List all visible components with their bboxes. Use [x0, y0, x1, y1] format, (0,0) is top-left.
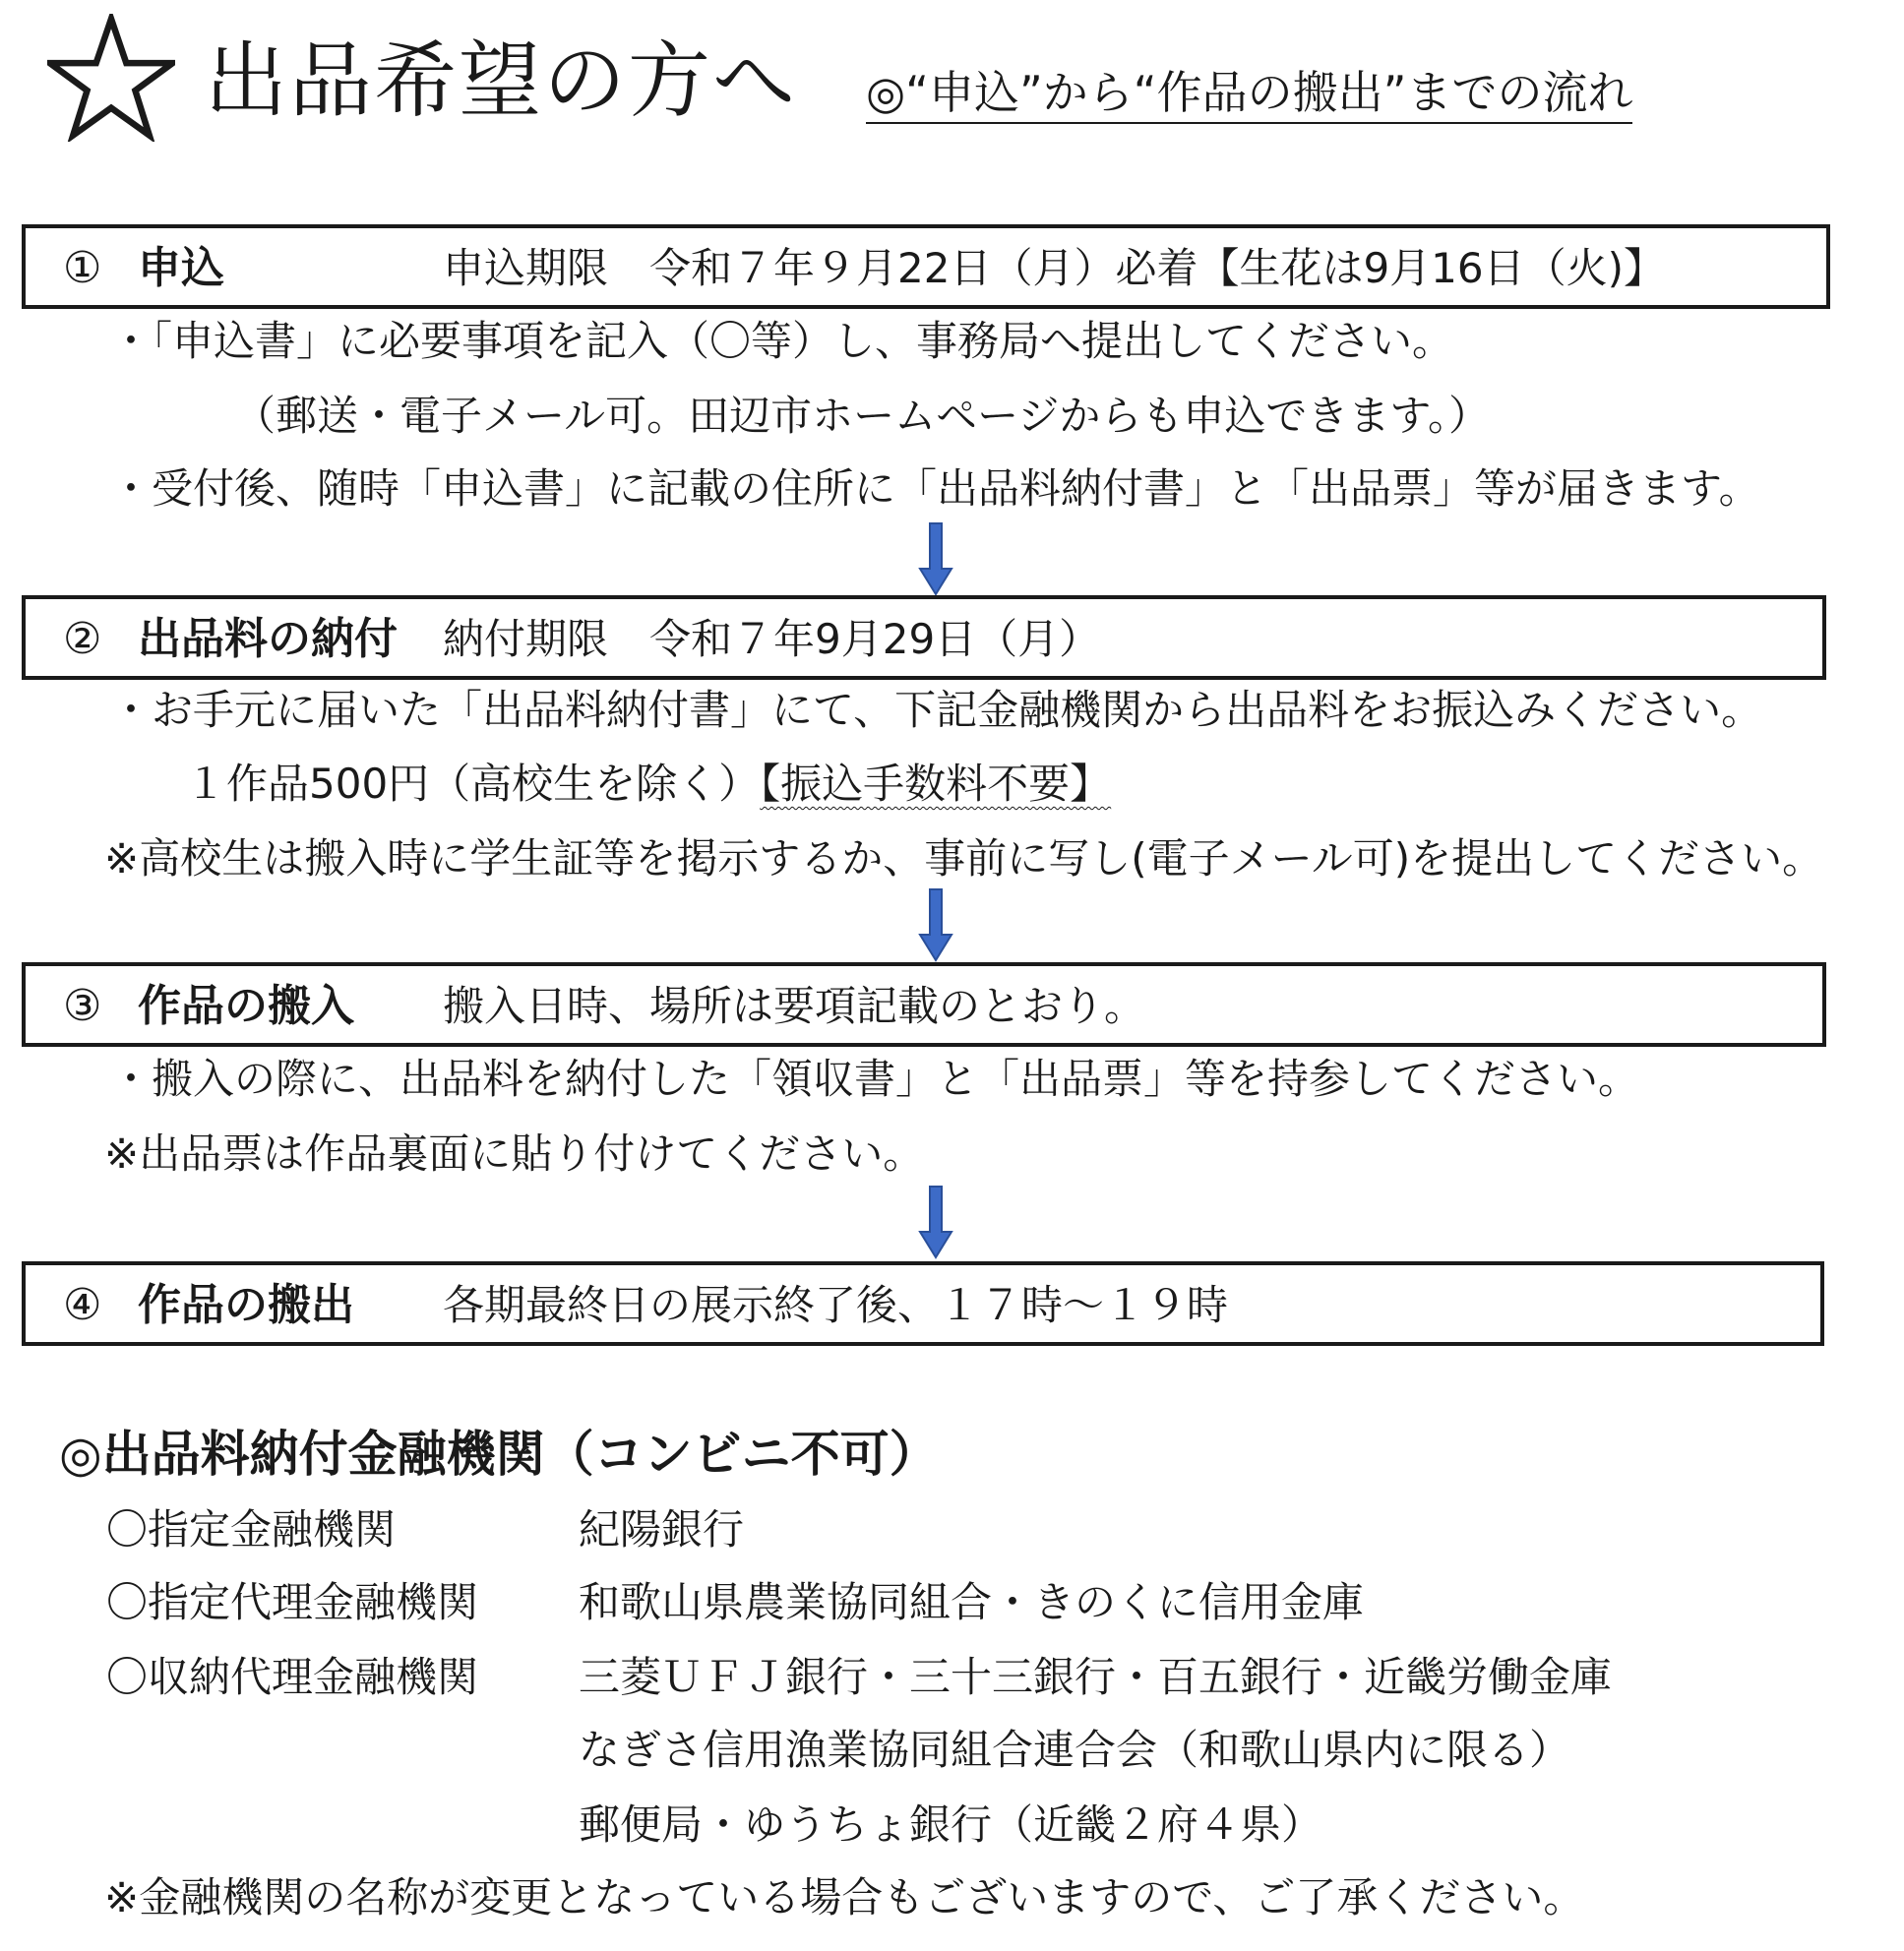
step-number: ②: [63, 614, 102, 664]
step-2-box: [22, 595, 1826, 680]
step-1-line: ・受付後、随時「申込書」に記載の住所に「出品料納付書」と「出品票」等が届きます。: [110, 464, 1760, 513]
step-deadline: 申込期限 令和７年９月22日（月）必着【生花は9月16日（火)】: [443, 244, 1665, 292]
collection-bank-value: 郵便局・ゆうちょ銀行（近畿２府４県）: [579, 1800, 1323, 1849]
collection-bank-value: 三菱ＵＦＪ銀行・三十三銀行・百五銀行・近畿労働金庫: [579, 1653, 1613, 1701]
step-2-note: ※高校生は搬入時に学生証等を掲示するか、事前に写し(電子メール可)を提出してください。: [104, 834, 1824, 883]
step-3-note: ※出品票は作品裏面に貼り付けてください。: [104, 1129, 925, 1178]
step-info: 各期最終日の展示終了後、１７時～１９時: [443, 1281, 1229, 1329]
step-label: 作品の搬出: [138, 1280, 354, 1330]
flow-subtitle: ◎“申込”から“作品の搬出”までの流れ: [866, 65, 1632, 124]
agent-bank-value: 和歌山県農業協同組合・きのくに信用金庫: [579, 1578, 1365, 1626]
step-1-box: [22, 224, 1830, 309]
collection-bank-value: なぎさ信用漁業協同組合連合会（和歌山県内に限る）: [579, 1726, 1571, 1774]
step-3-line: ・搬入の際に、出品料を納付した「領収書」と「出品票」等を持参してください。: [110, 1055, 1640, 1103]
step-2-line: ・お手元に届いた「出品料納付書」にて、下記金融機関から出品料をお振込みください。: [110, 686, 1763, 734]
step-label: 申込: [138, 243, 224, 293]
designated-bank-value: 紀陽銀行: [579, 1505, 745, 1554]
down-arrow-icon: [918, 521, 953, 596]
down-arrow-icon: [918, 887, 953, 962]
step-1-line: （郵送・電子メール可。田辺市ホームページからも申込できます。）: [234, 392, 1490, 440]
step-4-box: [22, 1261, 1824, 1346]
step-number: ④: [63, 1280, 102, 1330]
down-arrow-icon: [918, 1185, 953, 1259]
designated-bank-label: 〇指定金融機関: [106, 1505, 397, 1554]
step-label: 出品料の納付: [138, 614, 398, 664]
collection-bank-label: 〇収納代理金融機関: [106, 1653, 479, 1701]
step-deadline: 納付期限 令和７年9月29日（月）: [443, 615, 1101, 663]
fee-amount: １作品500円（高校生を除く）: [185, 760, 761, 808]
step-number: ①: [63, 243, 102, 293]
star-outline-icon: [47, 14, 175, 142]
no-fee-note: 【振込手数料不要】: [760, 760, 1112, 808]
page-title: 出品希望の方へ: [205, 32, 798, 129]
agent-bank-label: 〇指定代理金融機関: [106, 1578, 479, 1626]
banks-heading: ◎出品料納付金融機関（コンビニ不可）: [59, 1426, 939, 1483]
step-number: ③: [63, 981, 102, 1031]
step-info: 搬入日時、場所は要項記載のとおり。: [443, 982, 1146, 1030]
fee-line: [185, 760, 1111, 809]
step-1-line: ・「申込書」に必要事項を記入（〇等）し、事務局へ提出してください。: [110, 317, 1454, 365]
step-label: 作品の搬入: [138, 981, 354, 1031]
banks-note: ※金融機関の名称が変更となっている場合もございますので、ご了承ください。: [104, 1873, 1585, 1921]
step-3-box: [22, 962, 1826, 1047]
